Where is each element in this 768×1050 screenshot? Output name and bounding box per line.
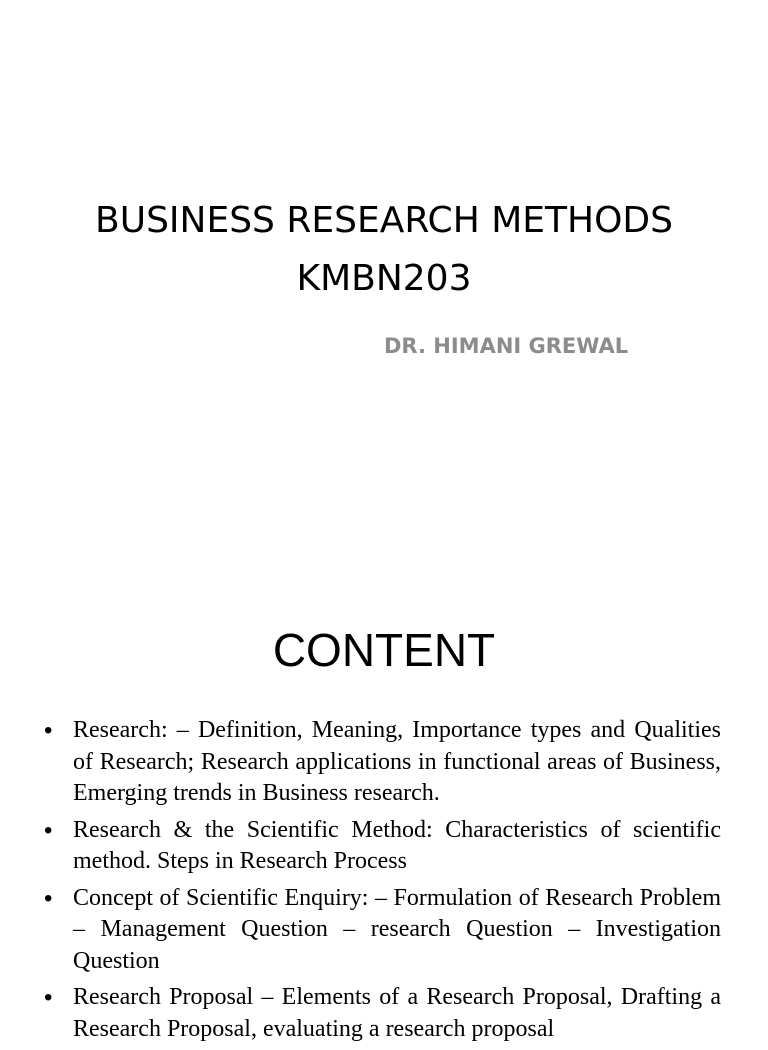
list-item — [44, 982, 721, 1045]
bullet-icon: • — [44, 884, 53, 912]
list-item-text: Research & the Scientific Method: Characteristics of scientific method. Steps in Research Process — [73, 816, 721, 874]
author-name: DR. HIMANI GREWAL — [384, 334, 629, 358]
list-item-text: Concept of Scientific Enquiry: – Formulation of Research Problem – Management Question – research Question – Investigation Question — [73, 884, 721, 974]
bullet-icon: • — [44, 717, 53, 744]
content-heading: CONTENT — [272, 624, 496, 676]
list-item — [44, 815, 721, 878]
bullet-icon: • — [44, 816, 53, 844]
list-item-text: Research: – Definition, Meaning, Importance types and Qualities of Research; Research applications in functional areas of Business, Emerging trends in Business research. — [73, 717, 721, 806]
title-line-code: KMBN203 — [296, 258, 472, 299]
list-item — [44, 883, 721, 978]
content-bullet-list — [44, 715, 721, 1050]
bullet-icon: • — [44, 984, 53, 1011]
slide-title — [40, 192, 728, 308]
list-item-text: Research Proposal – Elements of a Research Proposal, Drafting a Research Proposal, evaluating a research proposal — [73, 984, 721, 1042]
content-slide — [0, 576, 768, 1042]
list-item — [44, 715, 721, 810]
title-line-course: BUSINESS RESEARCH METHODS — [95, 200, 673, 241]
